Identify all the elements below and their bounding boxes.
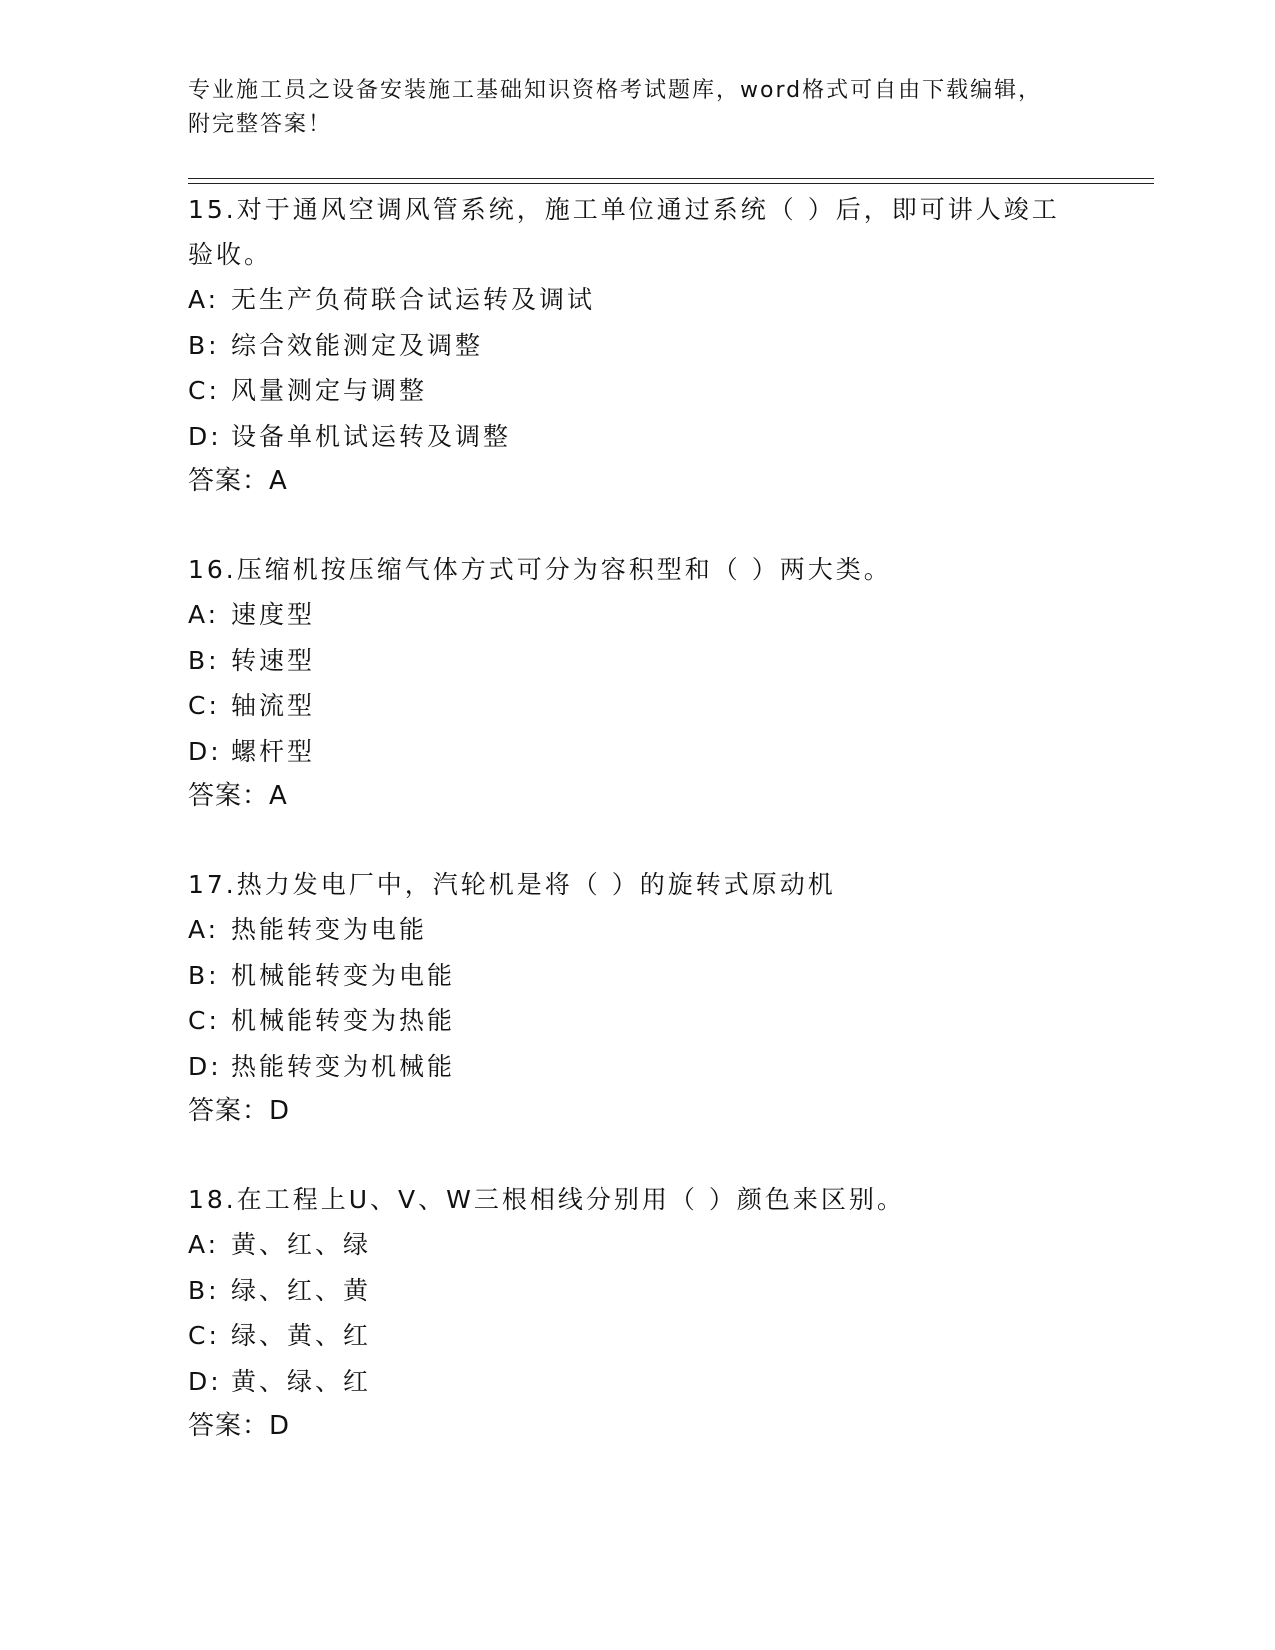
option-d — [188, 729, 1068, 775]
document-header — [188, 74, 1068, 142]
header-line-2: 附完整答案！ — [188, 112, 333, 137]
option-text: 轴流型 — [231, 691, 316, 720]
option-key: B: — [188, 1275, 220, 1305]
option-a — [188, 277, 1068, 323]
answer-line: 答案：D — [188, 1096, 291, 1126]
option-key: C: — [188, 1006, 220, 1035]
option-key: C: — [188, 1321, 220, 1350]
option-key: B: — [188, 330, 220, 360]
option-key: D: — [188, 1366, 222, 1396]
option-text: 热能转变为机械能 — [231, 1051, 456, 1081]
option-text: 热能转变为电能 — [231, 915, 428, 944]
question-15 — [188, 187, 1068, 504]
option-key: D: — [188, 736, 222, 766]
option-key: B: — [188, 645, 220, 675]
option-a — [188, 1222, 1068, 1268]
header-line-1: 专业施工员之设备安装施工基础知识资格考试题库，word格式可自由下载编辑， — [188, 78, 1043, 103]
option-text: 绿、红、黄 — [231, 1275, 372, 1305]
header-rule-bottom — [188, 183, 1154, 184]
question-text: 16.压缩机按压缩气体方式可分为容积型和（ ）两大类。 — [188, 555, 892, 584]
option-text: 螺杆型 — [231, 736, 316, 766]
option-text: 设备单机试运转及调整 — [231, 421, 512, 451]
option-key: C: — [188, 376, 220, 405]
option-c — [188, 368, 1068, 414]
option-key: D: — [188, 421, 222, 451]
option-text: 机械能转变为电能 — [231, 960, 456, 990]
option-d — [188, 1044, 1068, 1090]
option-b — [188, 638, 1068, 684]
option-key: C: — [188, 691, 220, 720]
option-text: 绿、黄、红 — [231, 1321, 372, 1350]
option-a — [188, 907, 1068, 953]
option-c — [188, 1313, 1068, 1359]
question-list — [188, 187, 1068, 1492]
option-c — [188, 998, 1068, 1044]
option-a — [188, 592, 1068, 638]
option-text: 综合效能测定及调整 — [231, 330, 484, 360]
option-text: 黄、红、绿 — [231, 1230, 372, 1259]
option-key: A: — [188, 1230, 220, 1259]
question-18 — [188, 1177, 1068, 1449]
option-text: 机械能转变为热能 — [231, 1006, 456, 1035]
option-key: A: — [188, 915, 220, 944]
option-b — [188, 953, 1068, 999]
answer-line: 答案：D — [188, 1411, 291, 1441]
question-17 — [188, 862, 1068, 1134]
option-key: A: — [188, 285, 220, 314]
option-b — [188, 323, 1068, 369]
option-key: B: — [188, 960, 220, 990]
option-c — [188, 683, 1068, 729]
answer-line: 答案：A — [188, 781, 288, 811]
option-text: 转速型 — [231, 645, 316, 675]
question-text: 17.热力发电厂中，汽轮机是将（ ）的旋转式原动机 — [188, 870, 836, 899]
option-b — [188, 1268, 1068, 1314]
question-16 — [188, 547, 1068, 819]
header-rule-top — [188, 178, 1154, 179]
option-d — [188, 414, 1068, 460]
option-text: 黄、绿、红 — [231, 1366, 372, 1396]
option-d — [188, 1359, 1068, 1405]
option-key: A: — [188, 600, 220, 629]
question-text: 18.在工程上U、V、W三根相线分别用（ ）颜色来区别。 — [188, 1185, 905, 1214]
option-key: D: — [188, 1051, 222, 1081]
option-text: 速度型 — [231, 600, 316, 629]
option-text: 无生产负荷联合试运转及调试 — [231, 285, 596, 314]
option-text: 风量测定与调整 — [231, 376, 428, 405]
question-text: 15.对于通风空调风管系统，施工单位通过系统（ ）后，即可讲人竣工验收。 — [188, 195, 1060, 269]
answer-line: 答案：A — [188, 466, 288, 496]
